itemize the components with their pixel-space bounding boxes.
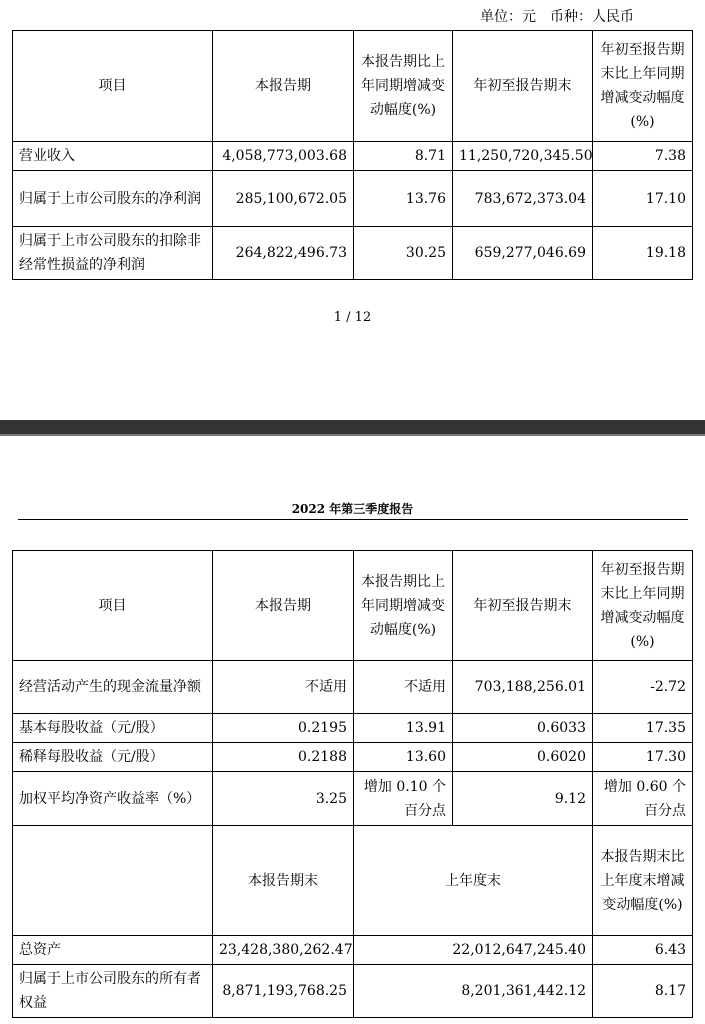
cell-value: 0.2195 xyxy=(213,714,354,743)
financial-table-2 xyxy=(12,550,693,1018)
cell-value: 17.35 xyxy=(593,714,693,743)
cell-value: 17.30 xyxy=(593,743,693,772)
header-balance-change: 本报告期末比上年度末增减变动幅度(%) xyxy=(593,826,693,936)
cell-value: 8,871,193,768.25 xyxy=(213,965,354,1018)
header-ytd-change: 年初至报告期末比上年同期增减变动幅度(%) xyxy=(593,31,693,142)
header-current-period: 本报告期 xyxy=(213,31,354,142)
row-label: 营业收入 xyxy=(13,142,213,171)
cell-value: 783,672,373.04 xyxy=(453,171,593,227)
table-row xyxy=(13,743,693,772)
header-prior-year-end: 上年度末 xyxy=(354,826,593,936)
row-label: 总资产 xyxy=(13,936,213,965)
row-label: 稀释每股收益（元/股） xyxy=(13,743,213,772)
cell-value: 0.6020 xyxy=(453,743,593,772)
cell-value: 13.60 xyxy=(354,743,453,772)
cell-value: 9.12 xyxy=(453,772,593,826)
report-title: 2022 年第三季度报告 xyxy=(291,502,414,516)
cell-value: 22,012,647,245.40 xyxy=(354,936,593,965)
table-row xyxy=(13,714,693,743)
cell-value: 增加 0.60 个百分点 xyxy=(593,772,693,826)
cell-value: 13.76 xyxy=(354,171,453,227)
cell-value: 4,058,773,003.68 xyxy=(213,142,354,171)
cell-value: 3.25 xyxy=(213,772,354,826)
table-row xyxy=(13,171,693,227)
cell-value: 659,277,046.69 xyxy=(453,227,593,280)
page-number: 1 / 12 xyxy=(333,310,372,325)
cell-value: 17.10 xyxy=(593,171,693,227)
cell-value: 11,250,720,345.50 xyxy=(453,142,593,171)
cell-value: 8,201,361,442.12 xyxy=(354,965,593,1018)
cell-value: 264,822,496.73 xyxy=(213,227,354,280)
page-separator-shadow xyxy=(0,434,705,436)
header-item: 项目 xyxy=(13,31,213,142)
header-period-end: 本报告期末 xyxy=(213,826,354,936)
cell-value: -2.72 xyxy=(593,661,693,714)
header-current-change: 本报告期比上年同期增减变动幅度(%) xyxy=(354,551,453,661)
header-item: 项目 xyxy=(13,551,213,661)
header-ytd-change: 年初至报告期末比上年同期增减变动幅度(%) xyxy=(593,551,693,661)
cell-value: 7.38 xyxy=(593,142,693,171)
row-label: 归属于上市公司股东的净利润 xyxy=(13,171,213,227)
header-current-period: 本报告期 xyxy=(213,551,354,661)
cell-value: 19.18 xyxy=(593,227,693,280)
header-ytd: 年初至报告期末 xyxy=(453,31,593,142)
blank-cell xyxy=(13,826,213,936)
cell-value: 增加 0.10 个百分点 xyxy=(354,772,453,826)
cell-value: 0.2188 xyxy=(213,743,354,772)
header-ytd: 年初至报告期末 xyxy=(453,551,593,661)
unit-line: 单位：元 币种：人民币 xyxy=(480,9,634,25)
cell-value: 不适用 xyxy=(213,661,354,714)
cell-value: 13.91 xyxy=(354,714,453,743)
cell-value: 23,428,380,262.47 xyxy=(213,936,354,965)
cell-value: 285,100,672.05 xyxy=(213,171,354,227)
table-row xyxy=(13,661,693,714)
header-rule xyxy=(18,519,688,520)
cell-value: 8.17 xyxy=(593,965,693,1018)
cell-value: 8.71 xyxy=(354,142,453,171)
cell-value: 30.25 xyxy=(354,227,453,280)
cell-value: 703,188,256.01 xyxy=(453,661,593,714)
cell-value: 0.6033 xyxy=(453,714,593,743)
financial-table-1 xyxy=(12,30,693,280)
table-row xyxy=(13,965,693,1018)
row-label: 基本每股收益（元/股） xyxy=(13,714,213,743)
cell-value: 6.43 xyxy=(593,936,693,965)
table-row xyxy=(13,936,693,965)
row-label: 经营活动产生的现金流量净额 xyxy=(13,661,213,714)
table-row xyxy=(13,227,693,280)
row-label: 归属于上市公司股东的扣除非经常性损益的净利润 xyxy=(13,227,213,280)
row-label: 归属于上市公司股东的所有者权益 xyxy=(13,965,213,1018)
table-row xyxy=(13,142,693,171)
header-current-change: 本报告期比上年同期增减变动幅度(%) xyxy=(354,31,453,142)
cell-value: 不适用 xyxy=(354,661,453,714)
table-row xyxy=(13,772,693,826)
row-label: 加权平均净资产收益率（%） xyxy=(13,772,213,826)
